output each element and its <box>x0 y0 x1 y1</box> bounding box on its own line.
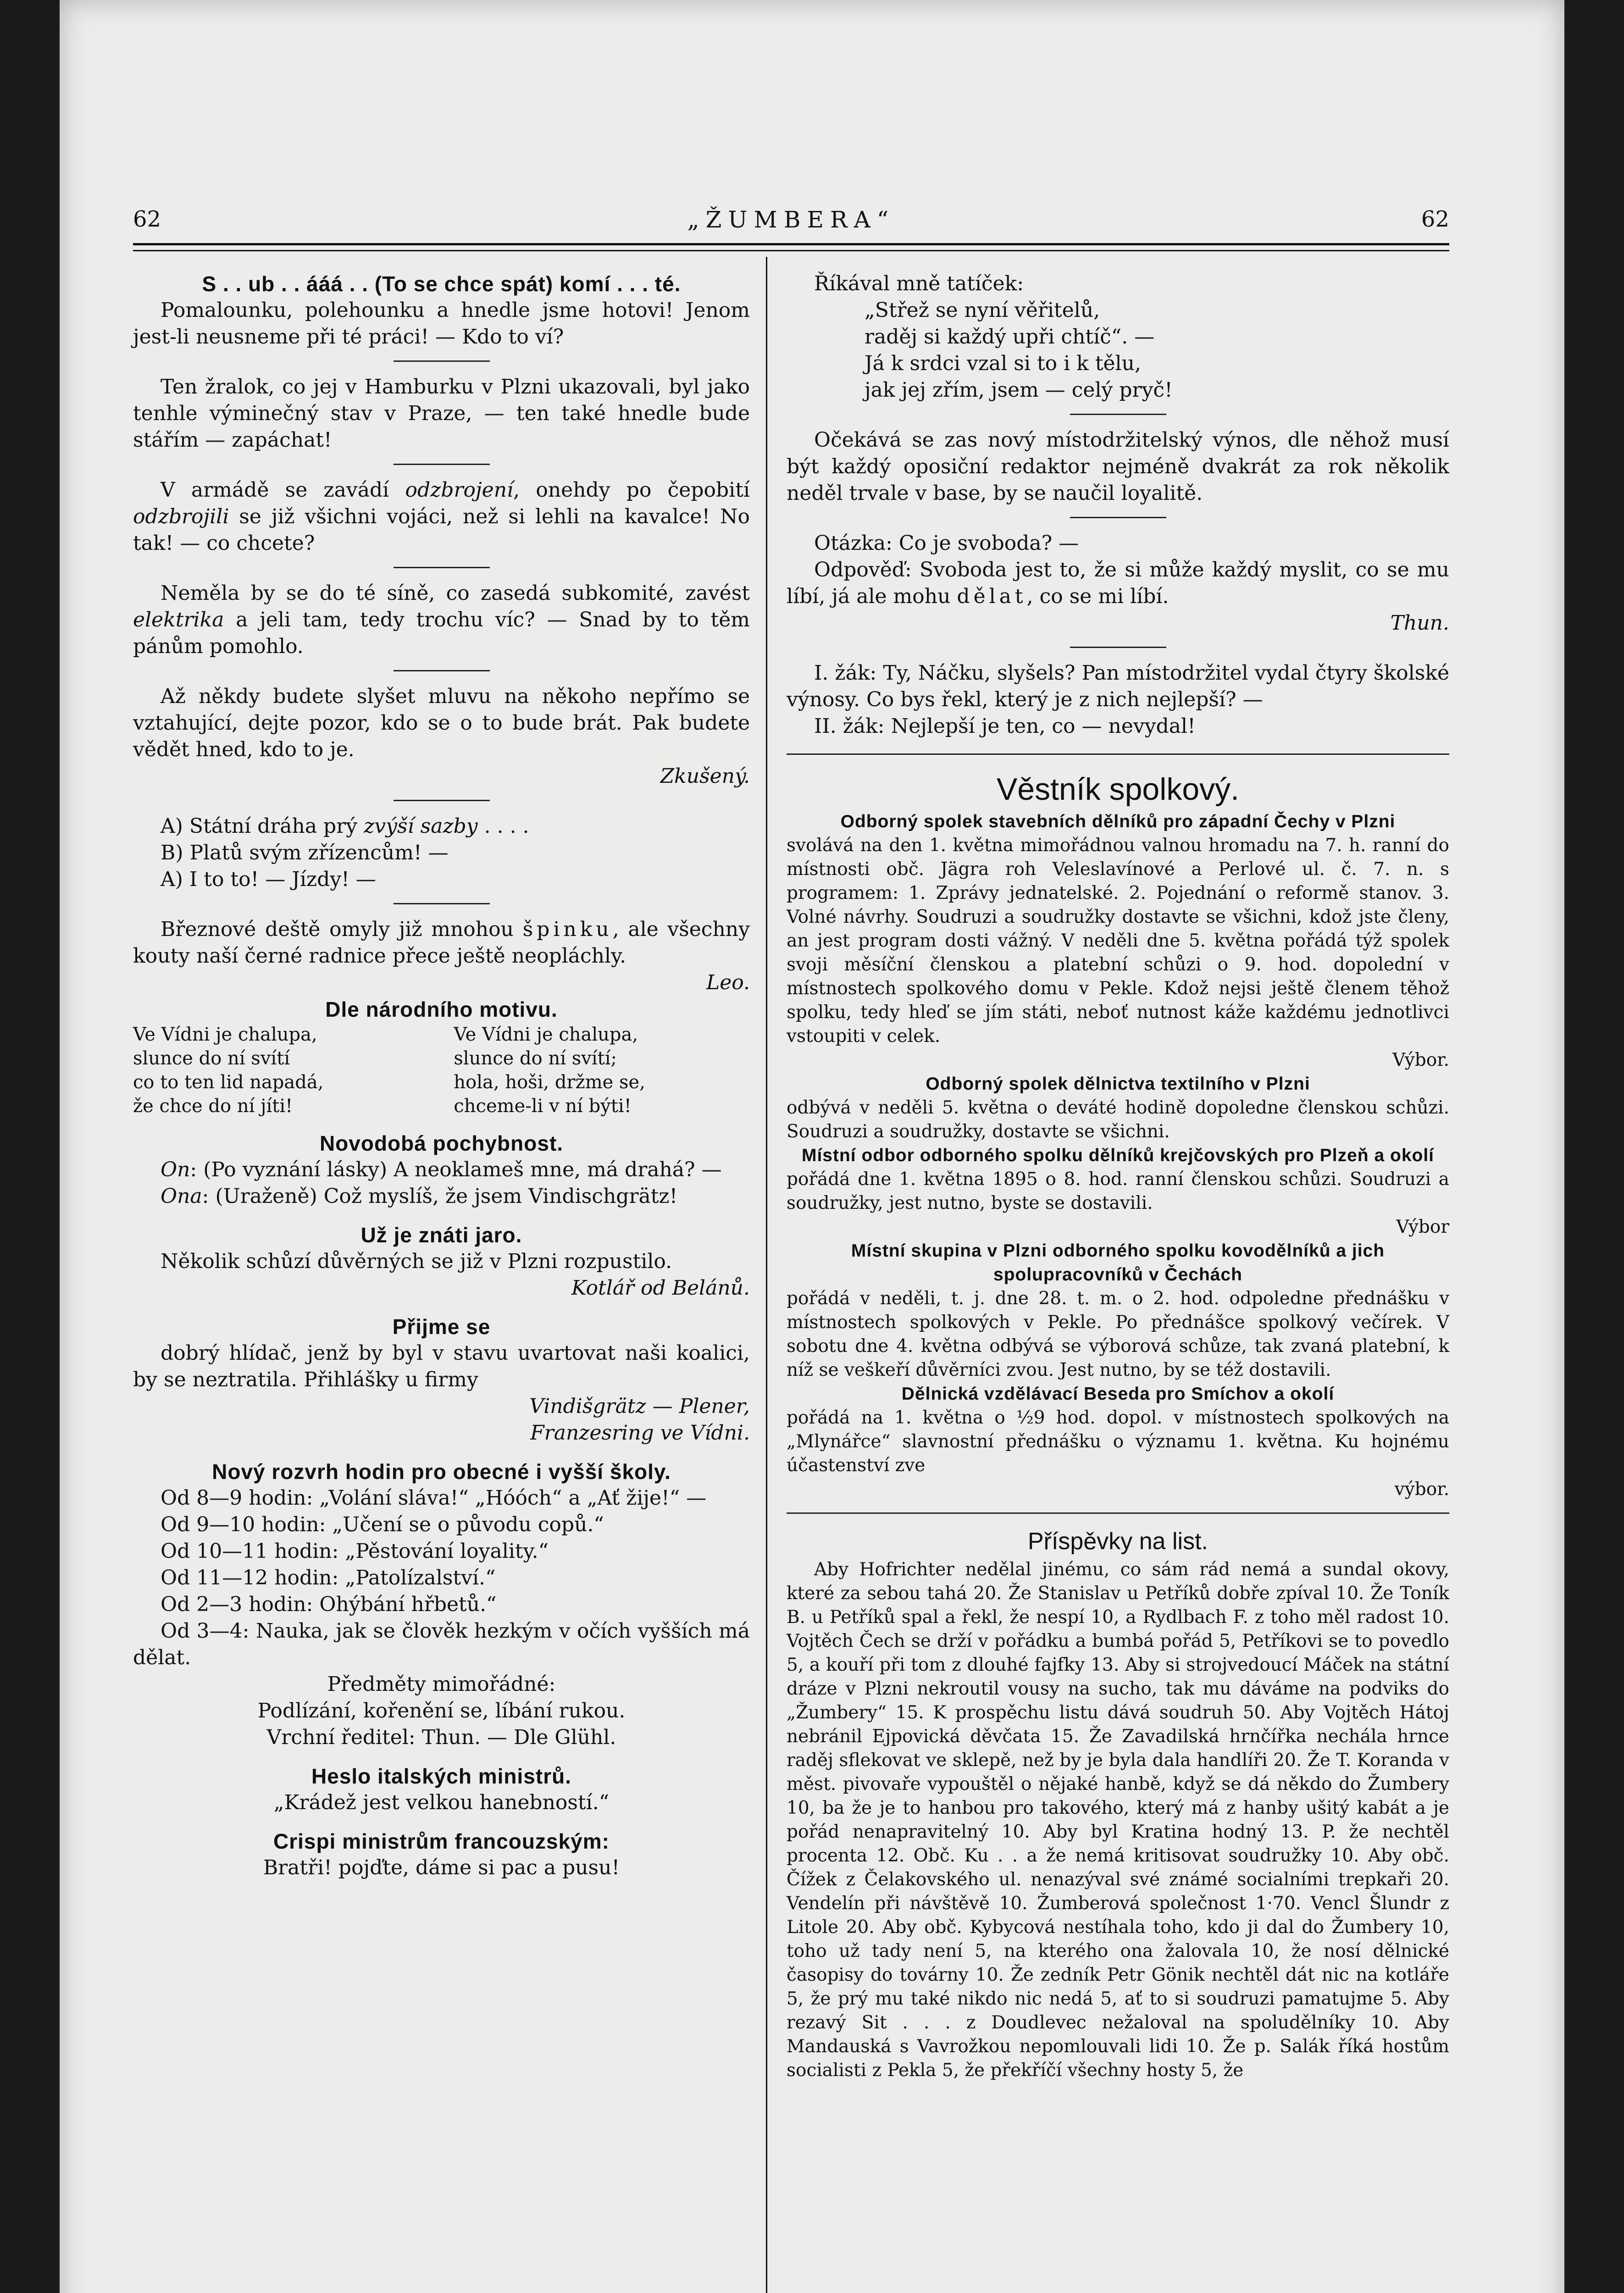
signature: Zkušený. <box>660 764 750 788</box>
section-title: Věstník spolkový. <box>996 772 1240 807</box>
signature: Kotlář od Belánů. <box>571 1276 750 1300</box>
article-heading: S . . ub . . ááá . . (To se chce spát) komí . . . té. <box>202 272 681 296</box>
verse-line: jak jej zřím, jsem — celý pryč! <box>865 378 1173 402</box>
schedule-line: Od 10—11 hodin: „Pěstování loyality.“ <box>161 1540 549 1563</box>
newspaper-page <box>60 0 1564 2293</box>
notice-heading: Místní odbor odborného spolku dělníků krejčovských pro Plzeň a okolí <box>801 1146 1435 1165</box>
notice-body: pořádá v neděli, t. j. dne 28. t. m. o 2. hod. odpoledne přednášku v místnostech spolkových v Pekle. Po přednášce spolkový večírek. V sobotu dne 4. května odbývá se výborová schůze, tak zvaná platební, k níž se veškeří důvěrníci zvou. Jest nutno, by se též dostavili. <box>787 1288 1449 1380</box>
separator <box>1070 647 1166 648</box>
page-number-left: 62 <box>133 206 161 232</box>
notice-heading: Místní skupina v Plzni odborného spolku kovodělníků a jich spolupracovníků v Čechách <box>851 1241 1385 1285</box>
article-paragraph: Bratři! pojďte, dáme si pac a pusu! <box>263 1856 620 1879</box>
schedule-line: Od 2—3 hodin: Ohýbání hřbetů.“ <box>161 1593 497 1616</box>
separator <box>394 800 490 801</box>
article-paragraph: Neměla by se do té síně, co zasedá subkomité, zavést elektrika a jeli tam, tedy trochu víc? — Snad by to těm pánům pomohlo. <box>133 582 750 658</box>
section-heading: Nový rozvrh hodin pro obecné i vyšší školy. <box>212 1460 671 1484</box>
dialogue-line: II. žák: Nejlepší je ten, co — nevydal! <box>814 714 1196 738</box>
article-paragraph: Pomalounku, polehounku a hnedle jsme hotovi! Jenom jest-li neusneme při té práci! — Kdo to ví? <box>133 299 750 349</box>
notice-heading: Odborný spolek stavebních dělníků pro západní Čechy v Plzni <box>840 812 1396 831</box>
section-rule <box>787 1512 1449 1514</box>
signature: Franzesring ve Vídni. <box>530 1421 750 1445</box>
section-rule <box>787 753 1449 755</box>
signature: Vindišgrätz — Plener, <box>529 1395 750 1418</box>
schedule-line: Předměty mimořádné: <box>327 1673 556 1696</box>
notice-body: odbývá v neděli 5. května o deváté hodině dopoledne členskou schůzi. Soudruzi a soudružky, dostavte se všichni. <box>787 1097 1449 1142</box>
dialogue-line: Otázka: Co je svoboda? — <box>814 532 1079 555</box>
section-heading: Dle národního motivu. <box>325 997 558 1021</box>
contributions-list: Aby Hofrichter nedělal jinému, co sám rád nemá a sundal okovy, které za sebou tahá 20. Že Stanislav u Petříků dobře zpíval 10. Že Toník B. u Petříků spal a řekl, že nespí 10, a Rydlbach F. z toho měl radost 10. Vojtěch Čech se drží v pořádku a bumbá pořád 5, Petříkovi se to povedlo 5, a kouří při tom z dlouhé fajfky 13. Aby si strojvedoucí Máček na státní dráze v Plzni nekroutil vousy na sucho, tak mu dáváme na podviks do „Žumbery“ 15. K prospěchu listu dává soudruh 50. Aby Vojtěch Hátoj nebránil Ejpovická děvčata 15. Že Zavadilská hrnčířka nechála hrnce raděj sflekovat ve sklepě, než by je byla dala handlíři 20. Že T. Koranda v měst. pivovaře vypouštěl o nějaké hanbě, když se dá někdo do Žumbery 10, ba že je to hanbou pro takového, který má z hanby ušitý kabát a je pořád nenapravitelný 10. Aby byl Kratina hodný 13. P. že nechtěl procenta 12. Obč. Ku . . a že nemá kritisovat soudružky 10. Aby obč. Čížek z Čelakovského ul. nenazýval své známé socialními trepkaři 20. Vendelín při návštěvě 10. Žumberová společnost 1·70. Vencl Šlundr z Litole 20. Aby obč. Kybycová nestíhala toho, kdo ji dal do Žumbery 10, toho už tady není 5, na kterého ona žalovala 10, že nosí dělnické časopisy do továrny 10. Že zedník Petr Gönik nechtěl dát nic na kotláře 5, že prý mu také nikdo nic nedá 5, ať to si soudruzi pamatujme 5. Aby rezavý Sit . . . z Doudlevec nežaloval na spoludělníky 10. Aby Mandauská s Vavrožkou nepomlouvali lidi 10. Že p. Salák říká hostům socialisti z Pekla 5, že překříčí všechny hosty 5, že <box>787 1559 1449 2081</box>
article-paragraph: „Krádež jest velkou hanebností.“ <box>273 1791 610 1814</box>
dialogue-line: I. žák: Ty, Náčku, slyšels? Pan místodržitel vydal čtyry školské výnosy. Co bys řekl, který je z nich nejlepší? — <box>787 661 1449 711</box>
section-heading: Přijme se <box>392 1315 491 1339</box>
article-paragraph: Až někdy budete slyšet mluvu na někoho nepřímo se vztahující, dejte pozor, kdo se o to bude brát. Pak budete vědět hned, kdo to je. <box>133 685 750 761</box>
separator <box>394 464 490 465</box>
header-rule <box>133 250 1449 251</box>
signature: výbor. <box>1394 1479 1449 1500</box>
column-divider <box>766 257 767 2293</box>
schedule-line: Od 11—12 hodin: „Patolízalství.“ <box>161 1566 496 1590</box>
signature: Výbor <box>1396 1217 1449 1237</box>
page-header <box>133 202 1449 245</box>
article-paragraph: Ten žralok, co jej v Hamburku v Plzni ukazovali, byl jako tenhle výminečný stav v Praze, — ten také hnedle bude stářím — zapáchat! <box>133 375 750 452</box>
notice-heading: Dělnická vzdělávací Beseda pro Smíchov a okolí <box>901 1384 1335 1404</box>
poem-stanza-left: Ve Vídni je chalupa, slunce do ní svítí co to ten lid napadá, že chce do ní jíti! <box>133 1024 324 1117</box>
notice-body: pořádá na 1. května o ½9 hod. dopol. v místnostech spolkových na „Mlynářce“ slavnostní přednášku o významu 1. května. Ku hojnému účastenství zve <box>787 1407 1449 1476</box>
signature: Výbor. <box>1392 1050 1449 1070</box>
poem-stanza-right: Ve Vídni je chalupa, slunce do ní svítí; hola, hoši, držme se, chceme-li v ní býti! <box>454 1024 645 1117</box>
verse-line: „Střež se nyní věřitelů, <box>865 299 1100 322</box>
article-paragraph: Březnové deště omyly již mnohou špinku, ale všechny kouty naší černé radnice přece ještě neopláchly. <box>133 918 750 968</box>
dialogue-line: A) I to to! — Jízdy! — <box>161 868 376 891</box>
signature: Thun. <box>1390 611 1449 635</box>
article-paragraph: dobrý hlídač, jenž by byl v stavu uvartovat naši koalici, by se neztratila. Přihlášky u firmy <box>133 1341 750 1391</box>
section-title: Příspěvky na list. <box>1027 1528 1208 1555</box>
dialogue-line: On: (Po vyznání lásky) A neoklameš mne, má drahá? — <box>161 1158 722 1181</box>
separator <box>394 903 490 904</box>
masthead-title: „ŽUMBERA“ <box>687 206 895 233</box>
separator <box>394 360 490 362</box>
dialogue-line: Odpověď: Svoboda jest to, že si může každý myslit, co se mu líbí, já ale mohu dělat, co se mi líbí. <box>787 558 1449 608</box>
verse-line: Já k srdci vzal si to i k tělu, <box>865 352 1141 375</box>
separator <box>1070 414 1166 415</box>
signature: Leo. <box>706 971 750 994</box>
schedule-line: Od 8—9 hodin: „Volání sláva!“ „Hóóch“ a „Ať žije!“ — <box>161 1486 707 1510</box>
right-column <box>787 271 1449 2083</box>
dialogue-line: Ona: (Uraženě) Což myslíš, že jsem Vindischgrätz! <box>161 1185 678 1208</box>
verse-intro: Říkával mně tatíček: <box>814 272 1024 295</box>
page-number-right: 62 <box>1421 206 1449 232</box>
section-heading: Už je znáti jaro. <box>360 1223 522 1247</box>
dialogue-line: A) Státní dráha prý zvýší sazby . . . . <box>161 814 529 838</box>
dialogue-line: B) Platů svým zřízencům! — <box>161 841 449 864</box>
separator <box>394 567 490 568</box>
section-heading: Heslo italských ministrů. <box>311 1764 571 1788</box>
schedule-line: Od 9—10 hodin: „Učení se o původu copů.“ <box>161 1513 604 1536</box>
section-heading: Crispi ministrům francouzským: <box>273 1829 610 1853</box>
poem <box>133 1023 750 1118</box>
article-paragraph: Několik schůzí důvěrných se již v Plzni rozpustilo. <box>161 1250 672 1273</box>
section-heading: Novodobá pochybnost. <box>319 1131 564 1155</box>
association-notices <box>787 810 1449 1501</box>
article-paragraph: Očekává se zas nový místodržitelský výnos, dle něhož musí být každý oposiční redaktor nejméně dvakrát za rok několik neděl trvale v base, by se naučil loyalitě. <box>787 428 1449 505</box>
notice-body: svolává na den 1. května mimořádnou valnou hromadu na 7. h. ranní do místnosti obč. Jägra roh Veleslavínové a Perlové ul. č. 7. n. s programem: 1. Zprávy jednatelské. 2. Pojednání o reformě stanov. 3. Volné návrhy. Soudruzi a soudružky dostavte se všichni, kdož jste členy, an jest program dosti vážný. V neděli dne 5. května pořádá týž spolek svoji měsíční členskou a platební schůzi o 9. hod. dopolední v místnostech spolkového domu v Pekle. Kdož nejsi ještě členem těhož spolku, tedy hleď se jím státi, neboť nutnost káže každému jednotlivci vstoupiti v celek. <box>787 835 1449 1047</box>
notice-body: pořádá dne 1. května 1895 o 8. hod. ranní členskou schůzi. Soudruzi a soudružky, jest nutno, byste se dostavili. <box>787 1169 1449 1213</box>
separator <box>1070 517 1166 518</box>
schedule-line: Vrchní ředitel: Thun. — Dle Glühl. <box>266 1726 616 1749</box>
schedule-line: Podlízání, kořenění se, líbání rukou. <box>257 1699 626 1723</box>
schedule-line: Od 3—4: Nauka, jak se člověk hezkým v očích vyšších má dělat. <box>133 1619 750 1669</box>
article-paragraph: V armádě se zavádí odzbrojení, onehdy po čepobití odzbrojili se již všichni vojáci, než si lehli na kavalce! No tak! — co chcete? <box>133 478 750 555</box>
notice-heading: Odborný spolek dělnictva textilního v Plzni <box>926 1074 1310 1094</box>
verse-line: raděj si každý upři chtíč“. — <box>865 325 1155 349</box>
separator <box>394 670 490 671</box>
left-column <box>133 271 750 1881</box>
